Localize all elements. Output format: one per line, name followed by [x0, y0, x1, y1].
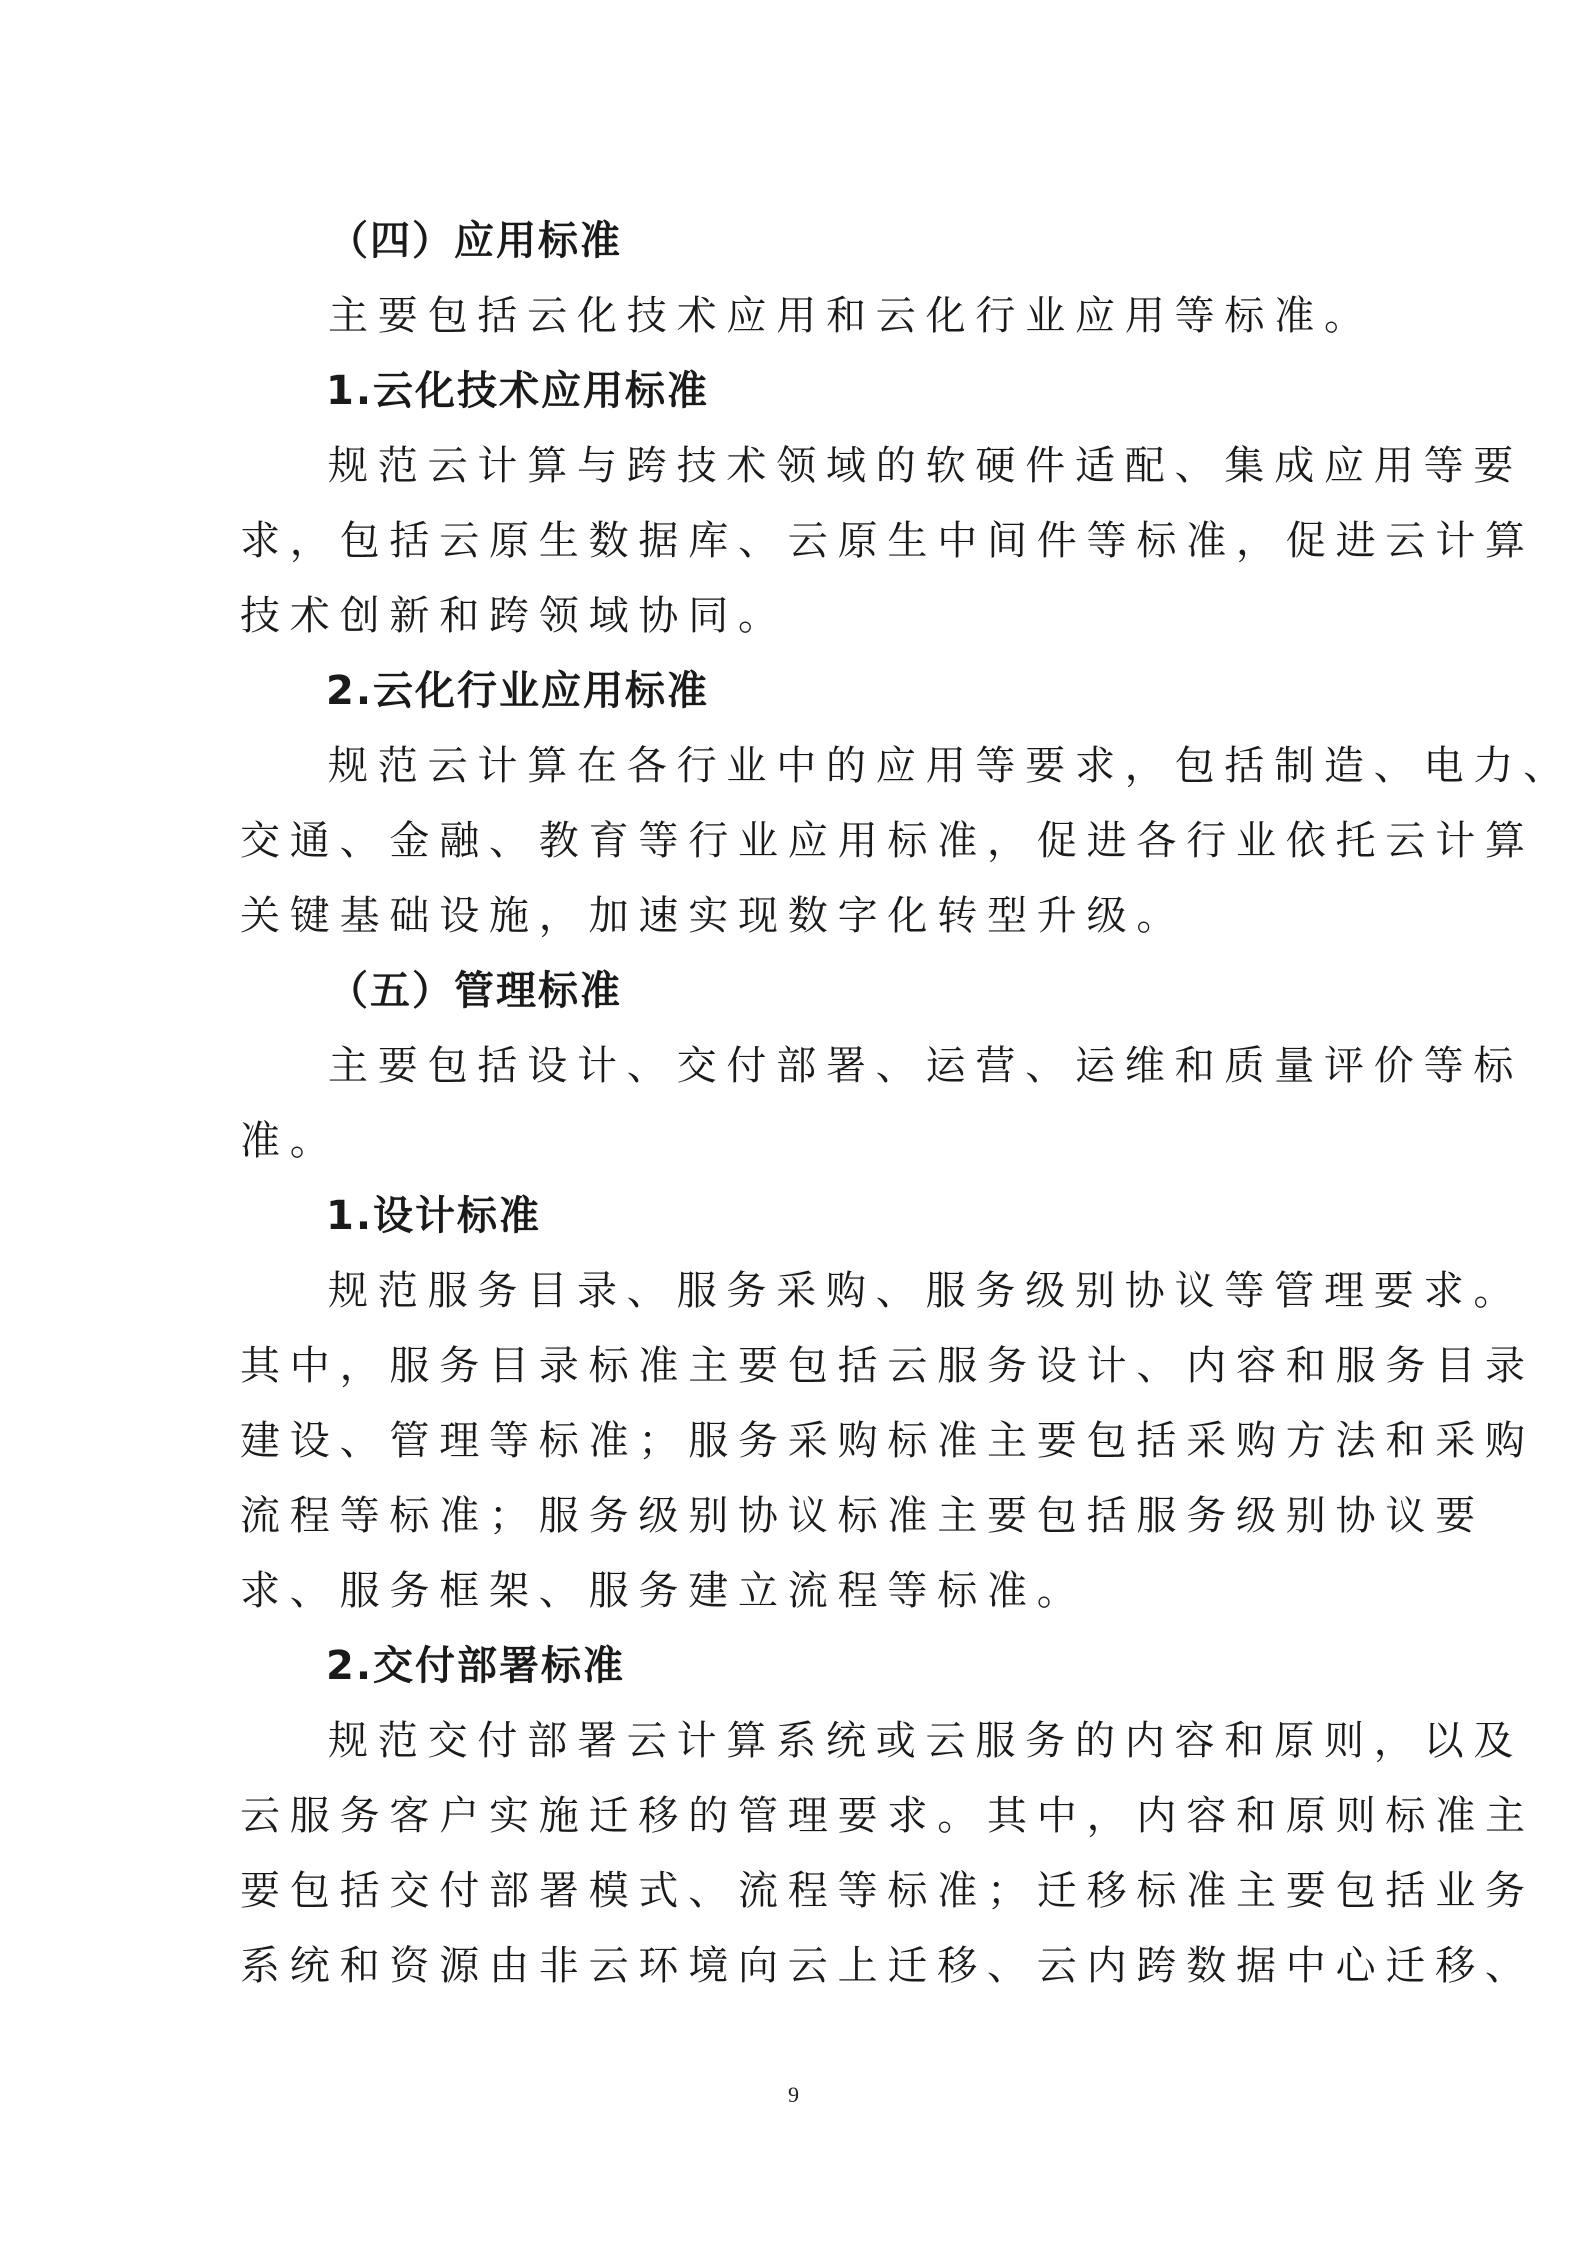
paragraph-line: 流程等标准；服务级别协议标准主要包括服务级别协议要 — [240, 1493, 1485, 1539]
paragraph — [240, 429, 1535, 654]
page-number: 9 — [788, 2082, 799, 2107]
paragraph-line: 交通、金融、教育等行业应用标准，促进各行业依托云计算 — [240, 818, 1535, 864]
subsection-heading: 2.交付部署标准 — [326, 1643, 626, 1689]
page-body — [240, 204, 1573, 2004]
paragraph-line: 求，包括云原生数据库、云原生中间件等标准，促进云计算 — [240, 518, 1535, 564]
paragraph-line: 规范服务目录、服务采购、服务级别协议等管理要求。 — [328, 1268, 1524, 1314]
subsection-heading: 1.云化技术应用标准 — [326, 368, 710, 414]
paragraph-line: 主要包括云化技术应用和云化行业应用等标准。 — [328, 293, 1374, 339]
subsection-heading: 1.设计标准 — [326, 1193, 542, 1239]
paragraph-line: 规范云计算在各行业中的应用等要求，包括制造、电力、 — [328, 743, 1573, 789]
paragraph — [240, 1254, 1535, 1629]
paragraph-line: 准。 — [240, 1118, 340, 1164]
paragraph — [240, 1704, 1535, 2004]
paragraph-line: 云服务客户实施迁移的管理要求。其中，内容和原则标准主 — [240, 1793, 1535, 1839]
paragraph-line: 其中，服务目录标准主要包括云服务设计、内容和服务目录 — [240, 1343, 1535, 1389]
paragraph — [240, 1029, 1524, 1179]
paragraph — [240, 279, 1374, 354]
paragraph-line: 建设、管理等标准；服务采购标准主要包括采购方法和采购 — [240, 1418, 1535, 1464]
paragraph-line: 系统和资源由非云环境向云上迁移、云内跨数据中心迁移、 — [240, 1943, 1535, 1989]
paragraph-line: 主要包括设计、交付部署、运营、运维和质量评价等标 — [328, 1043, 1524, 1089]
subsection-heading: 2.云化行业应用标准 — [326, 668, 710, 714]
section-heading: （五）管理标准 — [328, 968, 622, 1014]
paragraph-line: 技术创新和跨领域协同。 — [240, 593, 788, 639]
paragraph-line: 规范交付部署云计算系统或云服务的内容和原则，以及 — [328, 1718, 1524, 1764]
section-heading: （四）应用标准 — [328, 218, 622, 264]
paragraph — [240, 729, 1573, 954]
paragraph-line: 关键基础设施，加速实现数字化转型升级。 — [240, 893, 1187, 939]
paragraph-line: 规范云计算与跨技术领域的软硬件适配、集成应用等要 — [328, 443, 1524, 489]
paragraph-line: 要包括交付部署模式、流程等标准；迁移标准主要包括业务 — [240, 1868, 1535, 1914]
paragraph-line: 求、服务框架、服务建立流程等标准。 — [240, 1568, 1087, 1614]
